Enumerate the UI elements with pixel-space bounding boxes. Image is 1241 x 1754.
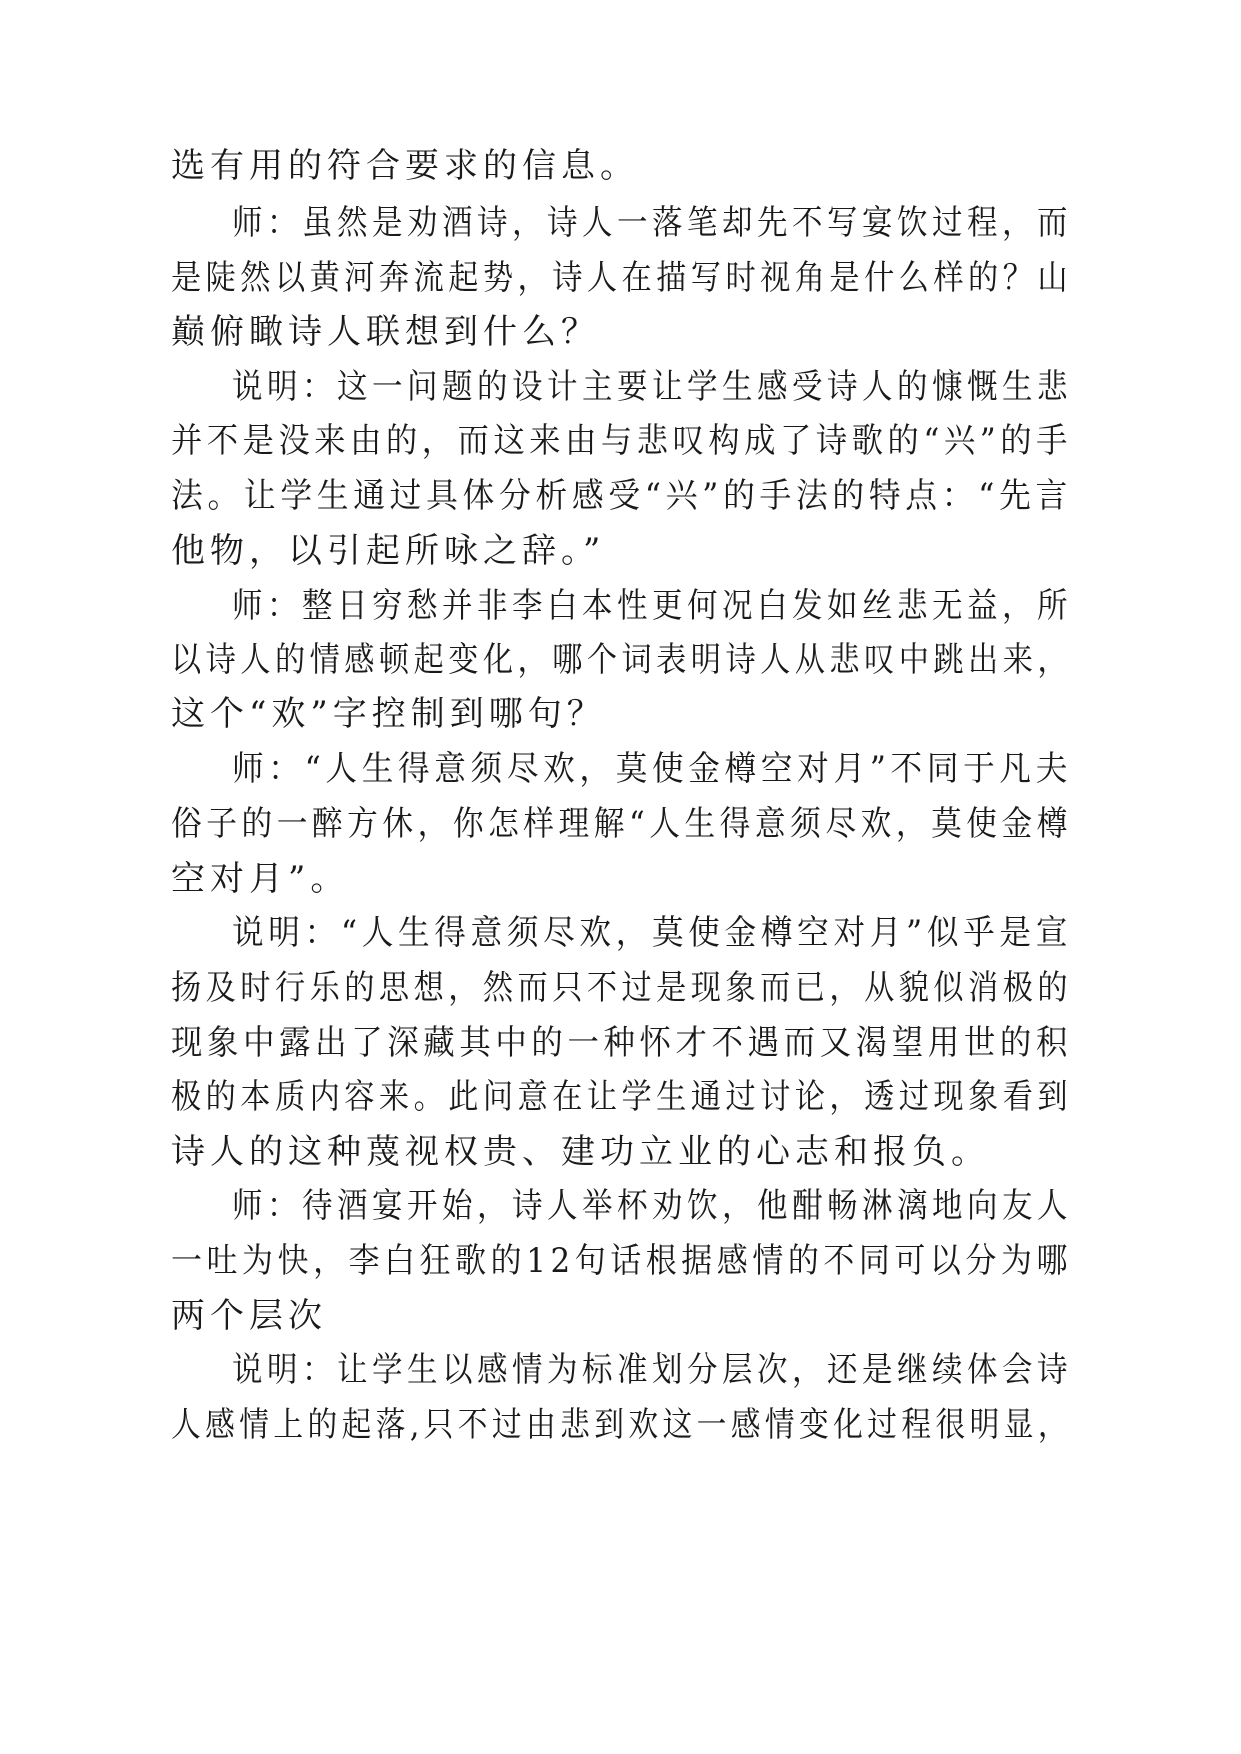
text-line: 以诗人的情感顿起变化，哪个词表明诗人从悲叹中跳出来， <box>171 640 1072 680</box>
text-line: 他物，以引起所咏之辞。” <box>171 531 606 571</box>
text-line: 这个“欢”字控制到哪句？ <box>171 694 606 734</box>
text-line: 师：待酒宴开始，诗人举杯劝饮，他酣畅淋漓地向友人 <box>232 1186 1072 1226</box>
text-line: 说明：这一问题的设计主要让学生感受诗人的慷慨生悲 <box>232 367 1072 407</box>
text-line: 极的本质内容来。此问意在让学生通过讨论，透过现象看到 <box>171 1077 1072 1117</box>
text-line: 说明：“人生得意须尽欢，莫使金樽空对月”似乎是宣 <box>232 913 1072 953</box>
text-line: 扬及时行乐的思想，然而只不过是现象而已，从貌似消极的 <box>171 968 1072 1008</box>
text-line: 人感情上的起落,只不过由悲到欢这一感情变化过程很明显， <box>171 1405 1072 1445</box>
text-line: 俗子的一醉方休，你怎样理解“人生得意须尽欢，莫使金樽 <box>171 804 1072 844</box>
text-line: 诗人的这种蔑视权贵、建功立业的心志和报负。 <box>171 1132 990 1172</box>
text-line: 选有用的符合要求的信息。 <box>171 146 639 186</box>
text-line: 两个层次 <box>171 1296 327 1336</box>
text-line: 是陡然以黄河奔流起势，诗人在描写时视角是什么样的？山 <box>171 258 1072 298</box>
text-line: 空对月”。 <box>171 859 350 899</box>
text-line: 师：“人生得意须尽欢，莫使金樽空对月”不同于凡夫 <box>232 749 1072 789</box>
text-line: 法。让学生通过具体分析感受“兴”的手法的特点：“先言 <box>171 476 1072 516</box>
text-line: 师：整日穷愁并非李白本性更何况白发如丝悲无益，所 <box>232 586 1072 626</box>
text-line: 现象中露出了深藏其中的一种怀才不遇而又渴望用世的积 <box>171 1023 1072 1063</box>
text-line: 一吐为快，李白狂歌的12句话根据感情的不同可以分为哪 <box>171 1241 1072 1281</box>
text-line: 师：虽然是劝酒诗，诗人一落笔却先不写宴饮过程，而 <box>232 203 1072 243</box>
text-line: 说明：让学生以感情为标准划分层次，还是继续体会诗 <box>232 1350 1072 1390</box>
text-line: 巅俯瞰诗人联想到什么？ <box>171 312 600 352</box>
text-line: 并不是没来由的，而这来由与悲叹构成了诗歌的“兴”的手 <box>171 421 1072 461</box>
